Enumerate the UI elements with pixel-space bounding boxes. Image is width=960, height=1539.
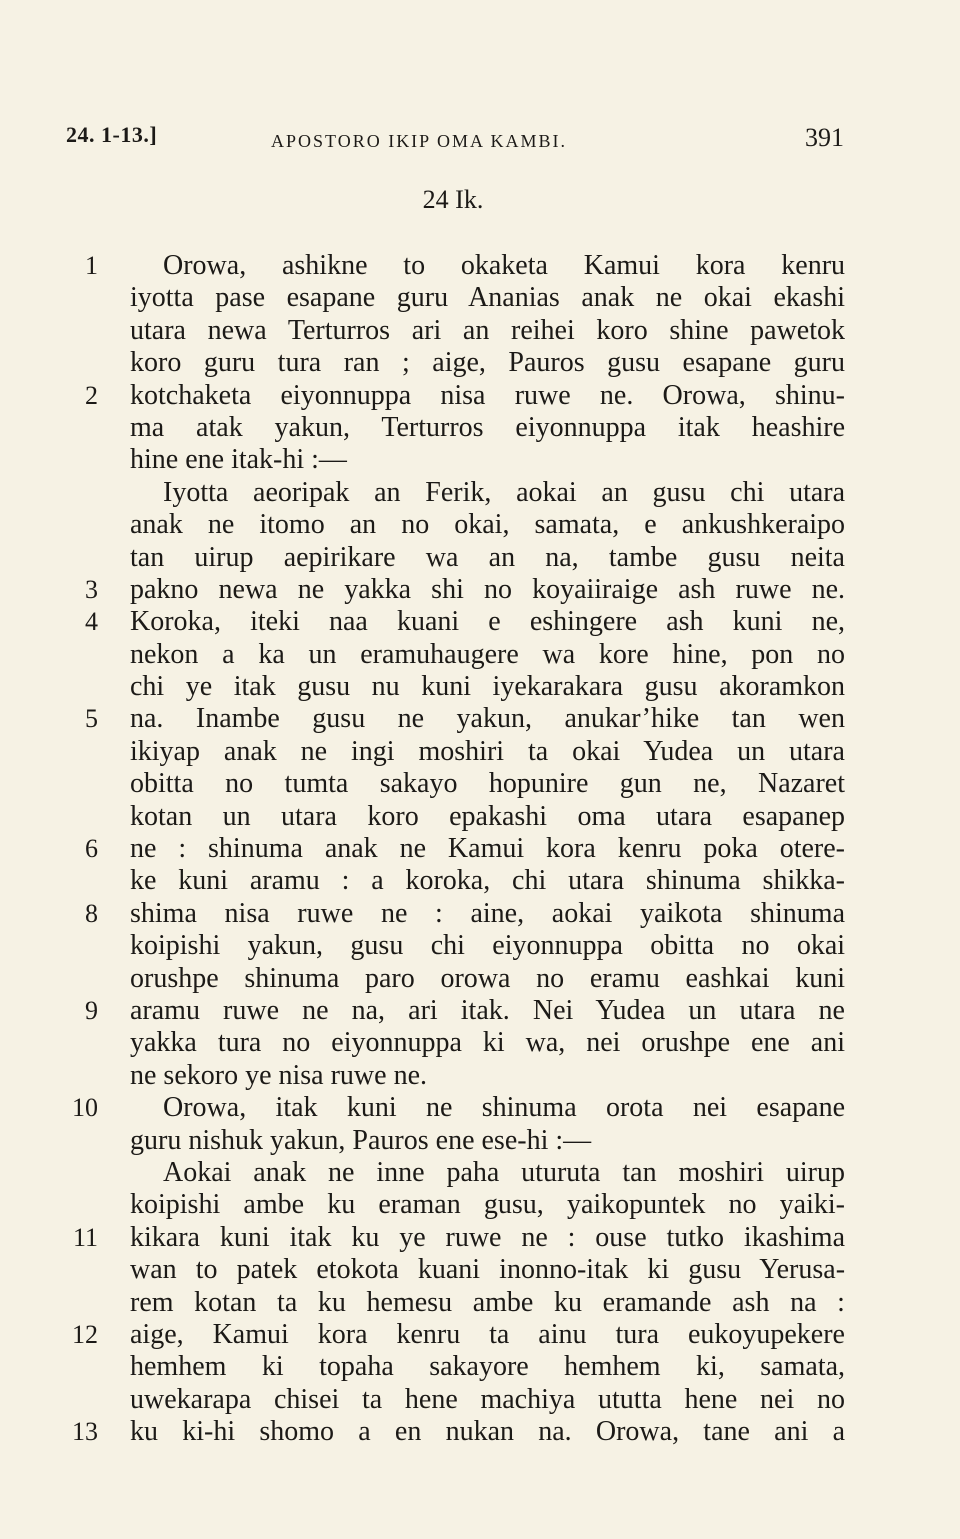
- text-line: [0, 1319, 960, 1351]
- line-text: ikiyap anak ne ingi moshiri ta okai Yudea un utara: [130, 735, 845, 767]
- text-line: [0, 477, 960, 509]
- chapter-verse-reference: 24. 1-13.]: [66, 122, 158, 147]
- line-text: obitta no tumta sakayo hopunire gun ne, Nazaret: [130, 768, 846, 800]
- line-text: iyotta pase esapane guru Ananias anak ne okai ekashi: [130, 282, 845, 314]
- line-text: ke kuni aramu : a koroka, chi utara shinuma shikka-: [130, 865, 845, 897]
- line-text: Koroka, iteki naa kuani e eshingere ash kuni ne,: [130, 606, 846, 638]
- chapter-heading-text: 24 Ik.: [422, 185, 484, 214]
- verse-number: 9: [85, 995, 98, 1025]
- line-text: chi ye itak gusu nu kuni iyekarakara gusu akoramkon: [130, 671, 846, 703]
- verse-number: 5: [85, 704, 98, 734]
- text-line: [0, 995, 960, 1027]
- line-text: ne : shinuma anak ne Kamui kora kenru poka otere-: [130, 833, 845, 865]
- body-text: [0, 250, 960, 1448]
- line-text: hine ene itak-hi :—: [130, 444, 347, 476]
- verse-number: 10: [72, 1093, 98, 1123]
- text-line: [0, 963, 960, 995]
- line-text: kotchaketa eiyonnuppa nisa ruwe ne. Orowa, shinu-: [130, 379, 845, 411]
- line-text: ma atak yakun, Terturros eiyonnuppa itak heashire: [130, 411, 845, 443]
- line-text: koro guru tura ran ; aige, Pauros gusu esapane guru: [130, 347, 845, 379]
- text-line: [0, 898, 960, 930]
- line-text: aige, Kamui kora kenru ta ainu tura eukoyupekere: [130, 1318, 845, 1350]
- line-text: anak ne itomo an no okai, samata, e ankushkeraipo: [130, 509, 846, 541]
- line-text: kikara kuni itak ku ye ruwe ne : ouse tutko ikashima: [130, 1221, 846, 1253]
- text-line: [0, 1287, 960, 1319]
- text-line: [0, 380, 960, 412]
- text-line: [0, 509, 960, 541]
- text-line: [0, 736, 960, 768]
- text-line: [0, 444, 960, 476]
- text-line: [0, 865, 960, 897]
- chapter-heading: [0, 185, 960, 215]
- line-text: guru nishuk yakun, Pauros ene ese-hi :—: [130, 1124, 592, 1156]
- line-text: tan uirup aepirikare wa an na, tambe gusu neita: [130, 541, 845, 573]
- verse-number: 4: [85, 607, 98, 637]
- verse-number: 1: [85, 251, 98, 280]
- verse-number: 6: [85, 834, 98, 864]
- line-text: kotan un utara koro epakashi oma utara esapanep: [130, 800, 846, 832]
- text-line: [0, 542, 960, 574]
- verse-number: 11: [72, 1222, 98, 1252]
- line-text: Orowa, itak kuni ne shinuma orota nei esapane: [163, 1092, 845, 1124]
- line-text: uwekarapa chisei ta hene machiya ututta hene nei no: [130, 1383, 845, 1415]
- line-text: Aokai anak ne inne paha uturuta tan moshiri uirup: [163, 1156, 845, 1188]
- verse-number: 12: [72, 1319, 98, 1349]
- verse-number: 2: [85, 380, 98, 410]
- text-line: [0, 768, 960, 800]
- text-line: [0, 1254, 960, 1286]
- running-title: APOSTORO IKIP OMA KAMBI.: [271, 131, 568, 151]
- line-text: pakno newa ne yakka shi no koyaiiraige ash ruwe ne.: [130, 573, 846, 605]
- text-line: [0, 1222, 960, 1254]
- line-text: Iyotta aeoripak an Ferik, aokai an gusu chi utara: [163, 476, 846, 508]
- line-text: aramu ruwe ne na, ari itak. Nei Yudea un utara ne: [130, 994, 845, 1026]
- text-line: [0, 1384, 960, 1416]
- line-text: koipishi ambe ku eraman gusu, yaikopuntek no yaiki-: [130, 1189, 845, 1221]
- text-line: [0, 1351, 960, 1383]
- line-text: Orowa, ashikne to okaketa Kamui kora kenru: [163, 250, 846, 281]
- text-line: [0, 1189, 960, 1221]
- text-line: [0, 1092, 960, 1124]
- text-line: [0, 412, 960, 444]
- text-line: [0, 801, 960, 833]
- verse-number: 13: [72, 1417, 98, 1447]
- verse-number: 3: [85, 574, 98, 604]
- text-line: [0, 315, 960, 347]
- line-text: wan to patek etokota kuani inonno-itak ki gusu Yerusa-: [130, 1254, 846, 1286]
- text-line: [0, 1416, 960, 1448]
- text-line: [0, 833, 960, 865]
- line-text: utara newa Terturros ari an reihei koro shine pawetok: [130, 314, 846, 346]
- page-number: 391: [805, 123, 844, 152]
- line-text: shima nisa ruwe ne : aine, aokai yaikota shinuma: [130, 897, 846, 929]
- text-line: [0, 671, 960, 703]
- line-text: hemhem ki topaha sakayore hemhem ki, samata,: [130, 1351, 846, 1383]
- text-line: [0, 1027, 960, 1059]
- text-line: [0, 930, 960, 962]
- line-text: ku ki-hi shomo a en nukan na. Orowa, tane ani a: [130, 1416, 846, 1448]
- line-text: koipishi yakun, gusu chi eiyonnuppa obitta no okai: [130, 930, 846, 962]
- line-text: na. Inambe gusu ne yakun, anukar’hike tan wen: [130, 703, 845, 735]
- text-line: [0, 250, 960, 282]
- text-line: [0, 606, 960, 638]
- text-line: [0, 1157, 960, 1189]
- text-line: [0, 282, 960, 314]
- verse-number: 8: [85, 898, 98, 928]
- line-text: ne sekoro ye nisa ruwe ne.: [130, 1059, 428, 1091]
- page-header: [66, 122, 844, 158]
- line-text: nekon a ka un eramuhaugere wa kore hine, pon no: [130, 638, 846, 670]
- text-line: [0, 1060, 960, 1092]
- line-text: rem kotan ta ku hemesu ambe ku eramande ash na :: [130, 1286, 845, 1318]
- text-line: [0, 574, 960, 606]
- text-line: [0, 1125, 960, 1157]
- text-line: [0, 703, 960, 735]
- text-line: [0, 639, 960, 671]
- line-text: yakka tura no eiyonnuppa ki wa, nei orushpe ene ani: [130, 1027, 846, 1059]
- text-line: [0, 347, 960, 379]
- line-text: orushpe shinuma paro orowa no eramu eashkai kuni: [130, 962, 845, 994]
